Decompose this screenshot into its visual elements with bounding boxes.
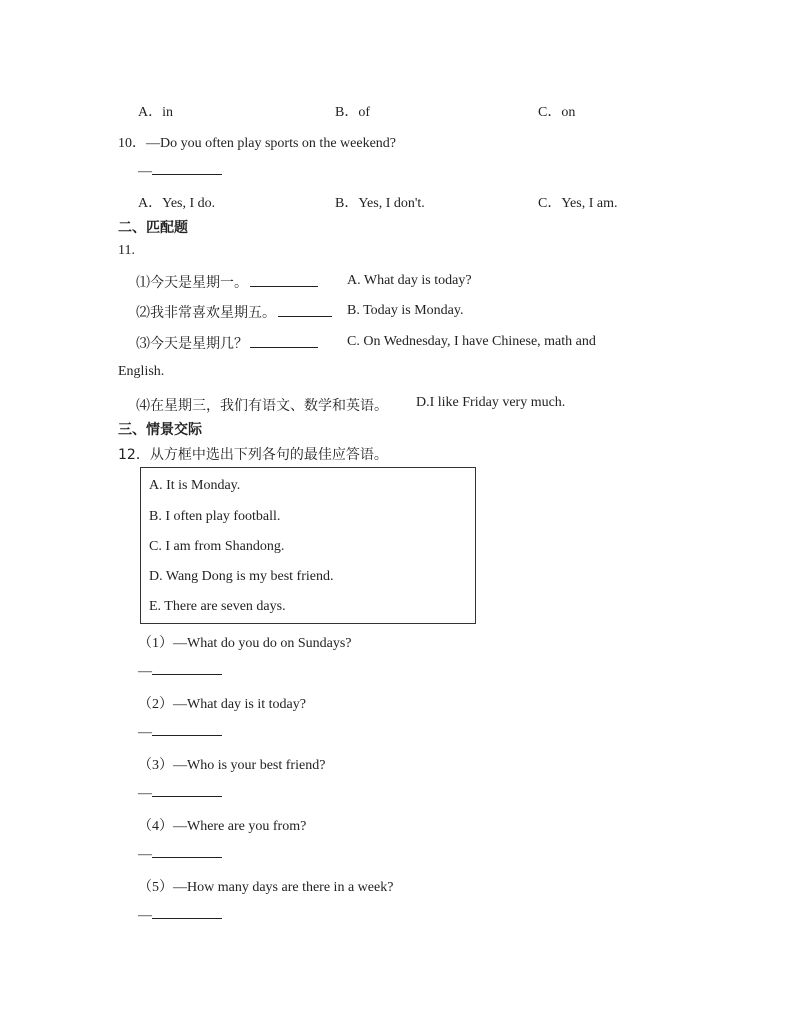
q12-sub-1: （1）—What do you do on Sundays? [138,636,352,651]
q12-answer-5: — [138,906,222,924]
box-option-c: C. I am from Shandong. [149,539,285,554]
match-item-1: ⑴今天是星期一。 [136,272,318,292]
q10-answer-prefix: — [138,164,152,179]
match-option-3-wrap: English. [118,364,165,379]
q10-option-b: B．Yes, I don't. [335,196,425,211]
match-option-4: D.I like Friday very much. [416,395,566,410]
q9-option-a: A．in [138,105,173,120]
match-item-3: ⑶今天是星期几？ [136,333,318,353]
q9-option-b: B．of [335,105,370,120]
match-item-2: ⑵我非常喜欢星期五。 [136,302,332,322]
q10-option-a: A．Yes, I do. [138,196,216,211]
q12-answer-1: — [138,662,222,680]
box-option-d: D. Wang Dong is my best friend. [149,569,334,584]
q12-answer-2: — [138,723,222,741]
match-option-1: A. What day is today? [347,273,472,288]
q10-option-c: C．Yes, I am. [538,196,618,211]
box-option-e: E. There are seven days. [149,599,286,614]
section3-title: 三、情景交际 [118,422,202,438]
match-option-2: B. Today is Monday. [347,303,464,318]
section2-title: 二、匹配题 [118,220,188,236]
answer-options-box [140,467,476,624]
q12-instruction: 12．从方框中选出下列各句的最佳应答语。 [118,447,388,463]
q12-sub-4: （4）—Where are you from? [138,819,307,834]
box-option-b: B. I often play football. [149,509,281,524]
q12-sub-3: （3）—Who is your best friend? [138,758,326,773]
q9-option-c: C．on [538,105,576,120]
q12-sub-2: （2）—What day is it today? [138,697,306,712]
q12-answer-3: — [138,784,222,802]
box-option-a: A. It is Monday. [149,478,241,493]
q10-answer-line [138,162,222,180]
q10-question: 10．—Do you often play sports on the weekend? [118,136,396,151]
match-item-4: ⑷在星期三，我们有语文、数学和英语。 [136,398,388,414]
q11-number: 11. [118,243,135,258]
q12-sub-5: （5）—How many days are there in a week? [138,880,394,895]
q12-answer-4: — [138,845,222,863]
match-option-3: C. On Wednesday, I have Chinese, math and [347,334,596,349]
